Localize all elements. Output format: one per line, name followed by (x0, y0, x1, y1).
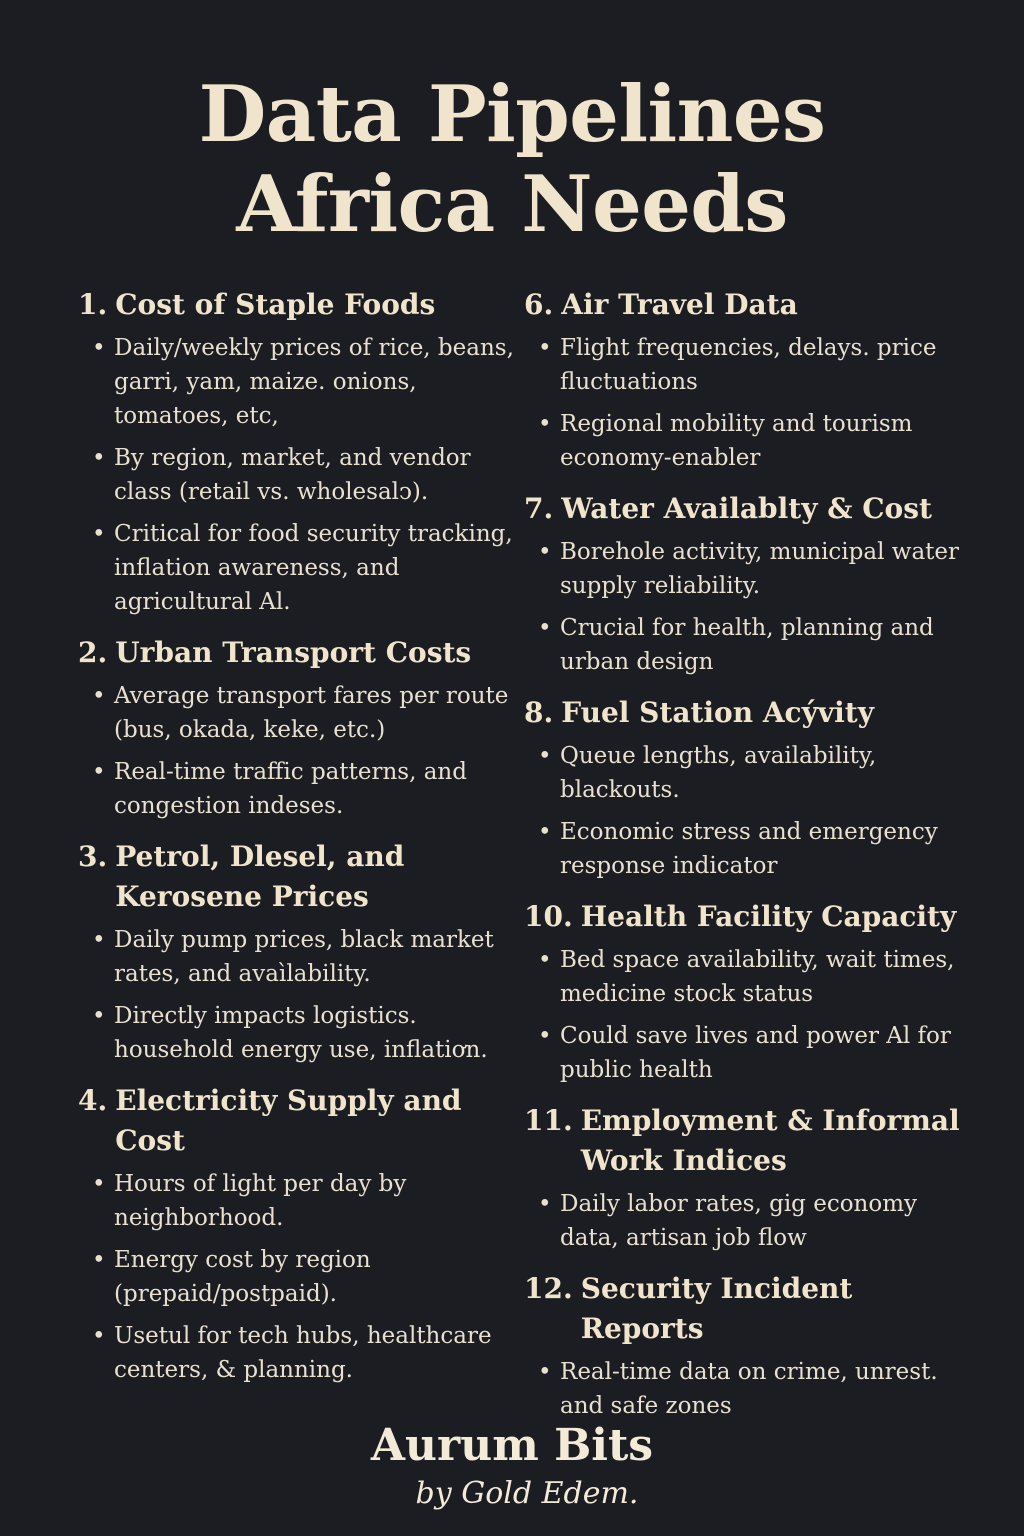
section-number: 2. (78, 636, 108, 669)
bullet-item (78, 755, 518, 823)
section-title: Fuel Station Acývity (561, 696, 874, 729)
bullet-text: Crucial for health, planning and urban design (560, 615, 934, 675)
bullet-item (78, 441, 518, 509)
section-heading (524, 693, 974, 733)
bullet-text: Daily labor rates, gig economy data, artisan job flow (560, 1191, 918, 1251)
bullet-text: Energy cost by region (prepaid/postpaid). (114, 1247, 371, 1307)
bullet-item (524, 815, 974, 883)
bullet-text: Average transport fares per route (bus, okada, keke, etc.) (114, 683, 509, 743)
bullet-item (524, 331, 974, 399)
bullet-text: Real-time traffic patterns, and congestion indeses. (114, 759, 467, 819)
section-number: 12. (524, 1272, 573, 1305)
section-title: Air Travel Data (561, 288, 798, 321)
bullet-dot-icon: • (92, 445, 106, 471)
section (524, 285, 974, 475)
bullet-list (524, 943, 974, 1087)
bullet-list (524, 1187, 974, 1255)
bullet-text: Daily pump prices, black market rates, and avaìlability. (114, 927, 494, 987)
bullet-text: Daily/weekly prices of rice, beans, garri, yam, maize. onions, tomatoes, etc, (114, 335, 514, 429)
section (524, 1101, 974, 1255)
bullet-item (524, 739, 974, 807)
section-number: 3. (78, 840, 108, 873)
bullet-dot-icon: • (538, 743, 552, 769)
section-heading (524, 489, 974, 529)
bullet-dot-icon: • (92, 335, 106, 361)
section-title: Water Availablty & Cost (561, 492, 932, 525)
bullet-text: Could save lives and power Al for public health (560, 1023, 951, 1083)
bullet-item (524, 611, 974, 679)
bullet-text: Flight frequencies, delays. price fluctuations (560, 335, 937, 395)
bullet-text: Economic stress and emergency response indicator (560, 819, 938, 879)
bullet-text: Hours of light per day by neighborhood. (114, 1171, 407, 1231)
bullet-item (524, 535, 974, 603)
bullet-item (78, 331, 518, 433)
section-heading (78, 633, 518, 673)
bullet-list (524, 1355, 974, 1423)
bullet-text: Critical for food security tracking, inflation awareness, and agricultural Al. (114, 521, 513, 615)
bullet-item (524, 407, 974, 475)
bullet-dot-icon: • (92, 521, 106, 547)
bullet-dot-icon: • (92, 1171, 106, 1197)
bullet-dot-icon: • (92, 759, 106, 785)
section-title: Petrol, Dlesel, and Kerosene Prices (115, 840, 405, 913)
section-title: Health Facility Capacity (580, 900, 957, 933)
brand-byline: by Gold Edem. (415, 1476, 639, 1511)
bullet-item (78, 679, 518, 747)
bullet-dot-icon: • (538, 335, 552, 361)
bullet-item (524, 1355, 974, 1423)
left-column (78, 285, 518, 1401)
bullet-dot-icon: • (92, 1247, 106, 1273)
bullet-text: Queue lengths, availability, blackouts. (560, 743, 877, 803)
bullet-dot-icon: • (538, 1023, 552, 1049)
bullet-dot-icon: • (538, 819, 552, 845)
bullet-item (524, 1019, 974, 1087)
bullet-dot-icon: • (538, 947, 552, 973)
section-number: 8. (524, 696, 554, 729)
section-number: 1. (78, 288, 108, 321)
section-number: 6. (524, 288, 554, 321)
bullet-dot-icon: • (92, 1003, 106, 1029)
section-number: 11. (524, 1104, 573, 1137)
section-title: Employment & Informal Work Indices (580, 1104, 960, 1177)
section-number: 7. (524, 492, 554, 525)
section (524, 897, 974, 1087)
bullet-item (78, 999, 518, 1067)
bullet-list (524, 331, 974, 475)
section-number: 10. (524, 900, 573, 933)
bullet-text: By region, market, and vendor class (retail vs. wholesalↄ). (114, 445, 471, 505)
bullet-item (78, 1167, 518, 1235)
bullet-dot-icon: • (538, 1359, 552, 1385)
section-title: Urban Transport Costs (115, 636, 472, 669)
bullet-dot-icon: • (538, 1191, 552, 1217)
page-title (0, 70, 1024, 250)
bullet-list (78, 679, 518, 823)
page-title-line-2: Africa Needs (236, 159, 788, 250)
bullet-item (78, 923, 518, 991)
section-heading (524, 1101, 974, 1181)
section (78, 285, 518, 619)
bullet-text: Borehole activity, municipal water supply reliability. (560, 539, 960, 599)
bullet-list (78, 923, 518, 1067)
bullet-dot-icon: • (92, 683, 106, 709)
brand-name: Aurum Bits (370, 1420, 654, 1471)
section-heading (524, 897, 974, 937)
bullet-text: Usetul for tech hubs, healthcare centers, & planning. (114, 1323, 492, 1383)
section (524, 693, 974, 883)
bullet-item (78, 1319, 518, 1387)
bullet-text: Directly impacts logistics. household energy use, inflatiơn. (114, 1003, 488, 1063)
section-title: Electricity Supply and Cost (115, 1084, 462, 1157)
bullet-dot-icon: • (92, 1323, 106, 1349)
bullet-item (524, 943, 974, 1011)
section-heading (524, 1269, 974, 1349)
bullet-item (524, 1187, 974, 1255)
bullet-dot-icon: • (538, 615, 552, 641)
section (78, 1081, 518, 1387)
bullet-list (78, 1167, 518, 1387)
section (524, 1269, 974, 1423)
bullet-dot-icon: • (92, 927, 106, 953)
section (78, 633, 518, 823)
section-title: Cost of Staple Foods (115, 288, 436, 321)
bullet-item (78, 517, 518, 619)
bullet-text: Real-time data on crime, unrest. and safe zones (560, 1359, 938, 1419)
bullet-text: Regional mobility and tourism economy-enabler (560, 411, 913, 471)
bullet-list (524, 739, 974, 883)
section (524, 489, 974, 679)
bullet-dot-icon: • (538, 539, 552, 565)
section-heading (524, 285, 974, 325)
right-column (524, 285, 974, 1437)
bullet-dot-icon: • (538, 411, 552, 437)
section-number: 4. (78, 1084, 108, 1117)
page-title-line-1: Data Pipelines (198, 69, 826, 160)
section-heading (78, 1081, 518, 1161)
bullet-list (524, 535, 974, 679)
bullet-list (78, 331, 518, 619)
section-title: Security Incident Reports (580, 1272, 853, 1345)
section (78, 837, 518, 1067)
bullet-text: Bed space availability, wait times, medicine stock status (560, 947, 955, 1007)
section-heading (78, 285, 518, 325)
bullet-item (78, 1243, 518, 1311)
section-heading (78, 837, 518, 917)
